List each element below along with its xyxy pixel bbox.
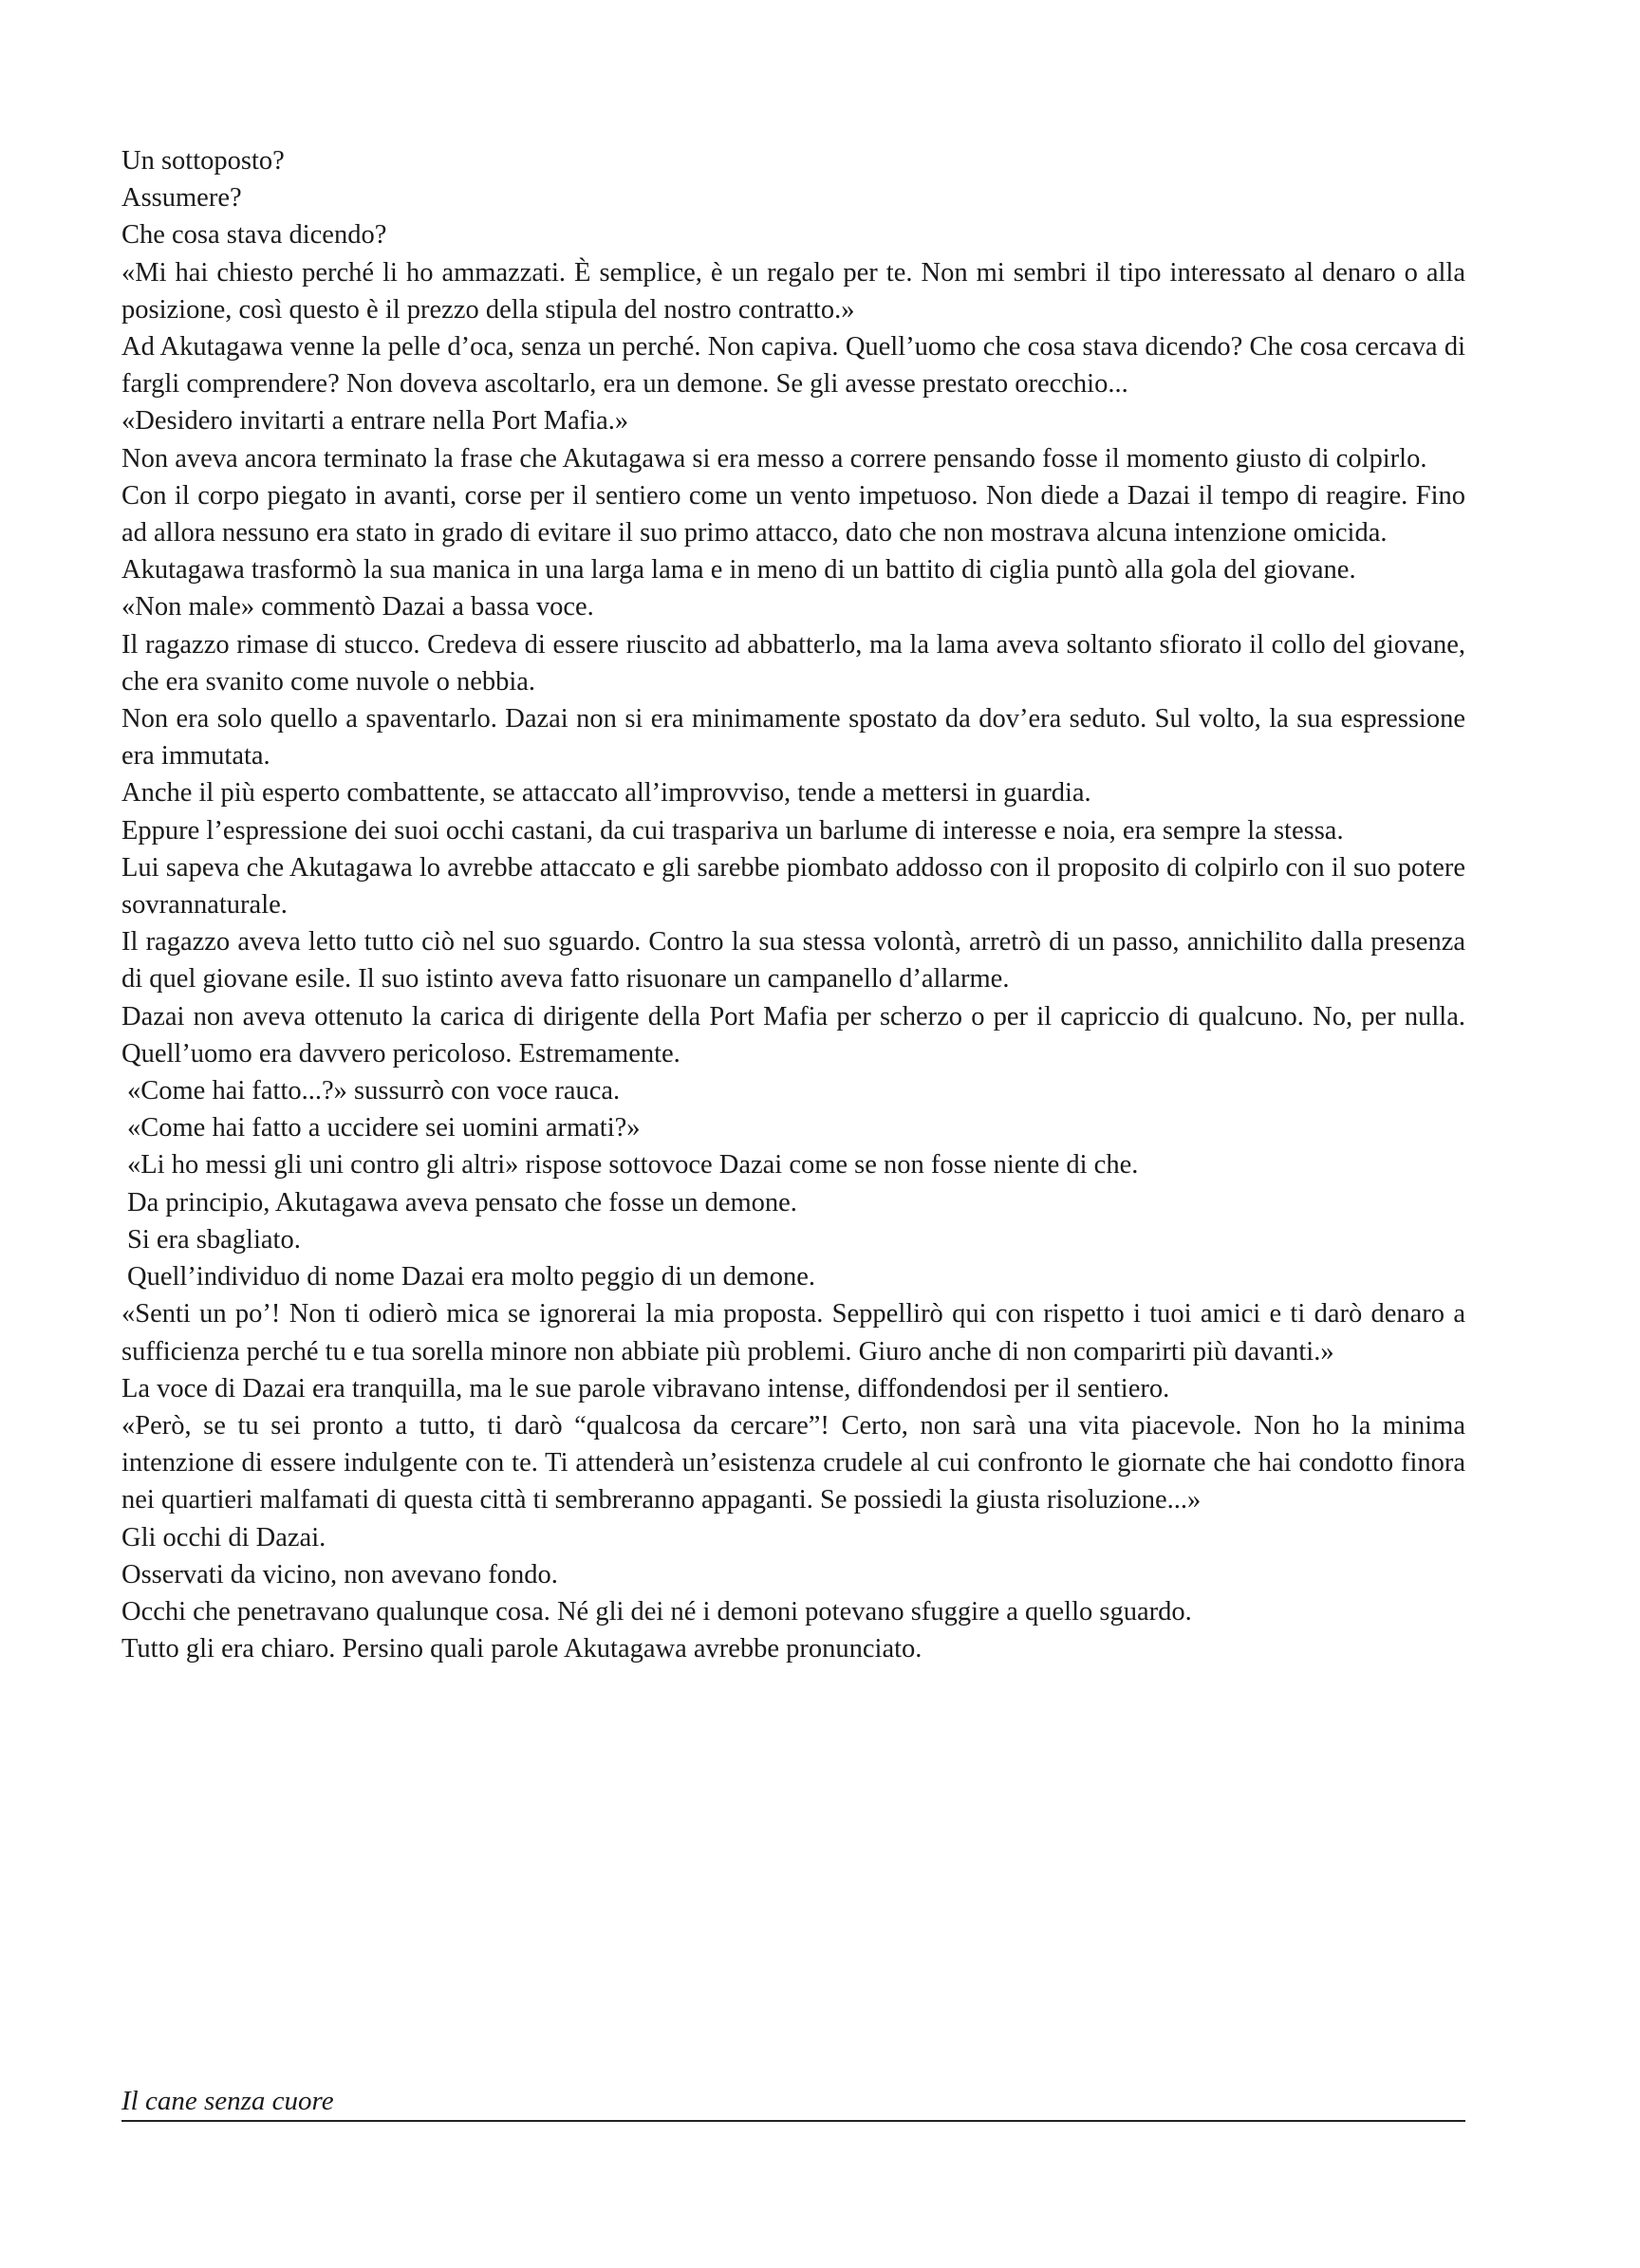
footer-rule <box>121 2120 1465 2122</box>
paragraph: Quell’individuo di nome Dazai era molto peggio di un demone. <box>127 1262 815 1292</box>
paragraph: «Desidero invitarti a entrare nella Port Mafia.» <box>121 406 629 437</box>
paragraph: Osservati da vicino, non avevano fondo. <box>121 1559 558 1589</box>
paragraph: La voce di Dazai era tranquilla, ma le sue parole vibravano intense, diffondendosi per il sentiero. <box>121 1373 1170 1404</box>
footer-book-title: Il cane senza cuore <box>121 2086 334 2116</box>
paragraph: «Però, se tu sei pronto a tutto, ti darò “qualcosa da cercare”! Certo, non sarà una vita piacevole. Non ho la minima intenzione di essere indulgente con te. Ti attenderà un’esistenza crudele al cui confronto le giornate che hai condotto finora nei quartieri malfamati di questa città ti sembreranno appaganti. Se possiedi la giusta risoluzione...» <box>121 1410 1465 1515</box>
paragraph: Da principio, Akutagawa aveva pensato che fosse un demone. <box>127 1187 797 1218</box>
page-footer <box>121 2084 1465 2118</box>
paragraph: Akutagawa trasformò la sua manica in una larga lama e in meno di un battito di ciglia puntò alla gola del giovane. <box>121 555 1356 586</box>
paragraph: «Come hai fatto...?» sussurrò con voce rauca. <box>127 1076 621 1106</box>
paragraph: Non era solo quello a spaventarlo. Dazai non si era minimamente spostato da dov’era seduto. Sul volto, la sua espressione era immutata. <box>121 704 1465 771</box>
paragraph: Non aveva ancora terminato la frase che Akutagawa si era messo a correre pensando fosse il momento giusto di colpirlo. <box>121 443 1427 474</box>
paragraph: Gli occhi di Dazai. <box>121 1522 326 1552</box>
paragraph: Eppure l’espressione dei suoi occhi castani, da cui traspariva un barlume di interesse e noia, era sempre la stessa. <box>121 815 1344 846</box>
paragraph: «Non male» commentò Dazai a bassa voce. <box>121 592 594 623</box>
paragraph: Si era sbagliato. <box>127 1224 301 1255</box>
paragraph: Ad Akutagawa venne la pelle d’oca, senza un perché. Non capiva. Quell’uomo che cosa stava dicendo? Che cosa cercava di fargli comprendere? Non doveva ascoltarlo, era un demone. Se gli avesse prestato orecchio... <box>121 332 1465 400</box>
paragraph: «Li ho messi gli uni contro gli altri» rispose sottovoce Dazai come se non fosse niente di che. <box>127 1150 1139 1180</box>
paragraph: Con il corpo piegato in avanti, corse per il sentiero come un vento impetuoso. Non diede a Dazai il tempo di reagire. Fino ad allora nessuno era stato in grado di evitare il suo primo attacco, dato che non mostrava alcuna intenzione omicida. <box>121 480 1465 548</box>
paragraph: Un sottoposto? <box>121 146 285 176</box>
paragraph: «Come hai fatto a uccidere sei uomini armati?» <box>127 1113 641 1143</box>
paragraph: «Mi hai chiesto perché li ho ammazzati. È semplice, è un regalo per te. Non mi sembri il tipo interessato al denaro o alla posizione, così questo è il prezzo della stipula del nostro contratto.» <box>121 257 1465 325</box>
paragraph: «Senti un po’! Non ti odierò mica se ignorerai la mia proposta. Seppellirò qui con rispetto i tuoi amici e ti darò denaro a sufficienza perché tu e tua sorella minore non abbiate più problemi. Giuro anche di non comparirti più davanti.» <box>121 1299 1465 1366</box>
paragraph: Occhi che penetravano qualunque cosa. Né gli dei né i demoni potevano sfuggire a quello sguardo. <box>121 1596 1192 1627</box>
paragraph: Lui sapeva che Akutagawa lo avrebbe attaccato e gli sarebbe piombato addosso con il proposito di colpirlo con il suo potere sovrannaturale. <box>121 852 1465 920</box>
body-text <box>121 142 1465 1667</box>
paragraph: Il ragazzo aveva letto tutto ciò nel suo sguardo. Contro la sua stessa volontà, arretrò di un passo, annichilito dalla presenza di quel giovane esile. Il suo istinto aveva fatto risuonare un campanello d’allarme. <box>121 927 1465 995</box>
paragraph: Il ragazzo rimase di stucco. Credeva di essere riuscito ad abbatterlo, ma la lama aveva soltanto sfiorato il collo del giovane, che era svanito come nuvole o nebbia. <box>121 629 1465 697</box>
paragraph: Anche il più esperto combattente, se attaccato all’improvviso, tende a mettersi in guardia. <box>121 778 1091 809</box>
paragraph: Assumere? <box>121 183 242 214</box>
paragraph: Che cosa stava dicendo? <box>121 220 387 251</box>
paragraph: Dazai non aveva ottenuto la carica di dirigente della Port Mafia per scherzo o per il capriccio di qualcuno. No, per nulla. Quell’uomo era davvero pericoloso. Estremamente. <box>121 1001 1465 1069</box>
paragraph: Tutto gli era chiaro. Persino quali parole Akutagawa avrebbe pronunciato. <box>121 1634 922 1664</box>
